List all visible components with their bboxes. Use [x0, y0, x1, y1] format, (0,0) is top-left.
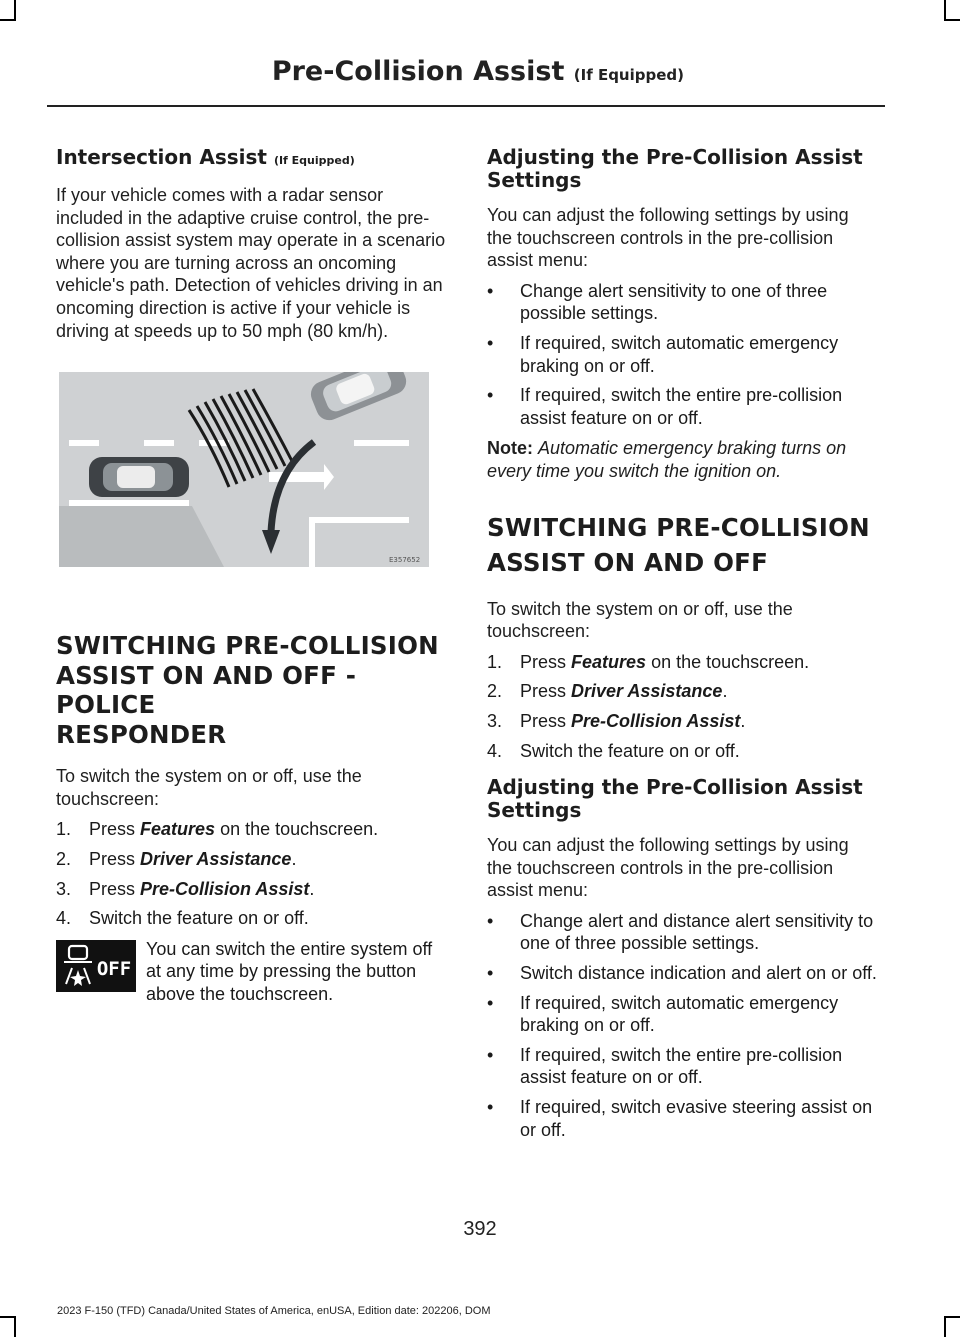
- page-number: 392: [463, 1218, 497, 1240]
- step-item: [487, 680, 877, 703]
- adjust-intro-paragraph-2: You can adjust the following settings by using the touchscreen controls in the pre-collision assist menu:: [487, 835, 849, 901]
- list-item-text: If required, switch the entire pre-collision assist feature on or off.: [520, 385, 843, 428]
- intersection-assist-illustration: [59, 372, 429, 567]
- adjust-settings-heading-2: Adjusting the Pre-Collision Assist Settings: [487, 775, 863, 823]
- step-number: 1.: [487, 651, 503, 672]
- crop-mark: [944, 19, 960, 21]
- step-text: Press: [89, 878, 141, 899]
- crop-mark: [14, 0, 16, 20]
- step-item: [487, 740, 877, 763]
- adjust-intro-paragraph: You can adjust the following settings by using the touchscreen controls in the pre-collision assist menu:: [487, 205, 849, 271]
- crop-mark: [0, 1316, 16, 1318]
- step-number: 4.: [487, 740, 503, 761]
- crop-mark: [944, 1317, 946, 1337]
- step-emphasis: Driver Assistance: [571, 681, 723, 702]
- switching-intro-paragraph: To switch the system on or off, use the touchscreen:: [487, 598, 793, 642]
- police-heading-line1: SWITCHING PRE-COLLISION: [56, 631, 439, 661]
- note-paragraph: [487, 437, 877, 482]
- step-text: Press: [89, 848, 141, 869]
- step-text-after: .: [722, 681, 728, 702]
- list-item-text: Change alert sensitivity to one of three possible settings.: [520, 280, 828, 324]
- step-text: Press: [520, 651, 572, 672]
- list-item-text: Change alert and distance alert sensitivity to one of three possible settings.: [520, 910, 874, 954]
- list-item-text: If required, switch automatic emergency braking on or off.: [520, 332, 839, 376]
- list-item: • If required, switch evasive steering assist on or off.: [487, 1097, 873, 1140]
- step-item: [56, 818, 446, 841]
- list-item-text: If required, switch the entire pre-collision assist feature on or off.: [520, 1044, 843, 1088]
- step-number: 2.: [487, 681, 503, 702]
- list-item-text: Switch distance indication and alert on or off.: [520, 963, 877, 984]
- intersection-heading-suffix: (If Equipped): [273, 154, 355, 167]
- pre-collision-off-icon: [56, 940, 136, 992]
- adjust-settings-list-2: [487, 910, 877, 1141]
- list-item-text: If required, switch evasive steering assist on or off.: [520, 1097, 873, 1140]
- switching-heading-line2: ASSIST ON AND OFF: [487, 548, 769, 578]
- list-item: • If required, switch automatic emergency braking on or off.: [487, 992, 839, 1036]
- off-button-row: [56, 938, 446, 1004]
- step-text: Switch the feature on or off.: [520, 740, 740, 761]
- switching-heading: [487, 513, 877, 578]
- police-responder-heading: [56, 631, 446, 749]
- header-title-text: Pre-Collision Assist: [271, 56, 565, 87]
- step-item: [487, 710, 877, 733]
- step-text-after: on the touchscreen.: [215, 819, 379, 840]
- header-title-suffix: (If Equipped): [573, 66, 684, 84]
- intersection-heading-text: Intersection Assist: [56, 145, 267, 169]
- step-item: [56, 878, 446, 901]
- step-text-after: .: [740, 710, 746, 731]
- police-intro-paragraph: To switch the system on or off, use the touchscreen:: [56, 766, 362, 809]
- adjust-settings-heading: Adjusting the Pre-Collision Assist Settings: [487, 145, 863, 192]
- list-item: • If required, switch automatic emergency braking on or off.: [487, 332, 839, 376]
- crop-mark: [14, 1317, 16, 1337]
- switching-steps-list: [487, 651, 877, 762]
- list-item: • Switch distance indication and alert on or off.: [487, 963, 877, 984]
- step-text-after: .: [291, 848, 297, 869]
- step-emphasis: Pre-Collision Assist: [571, 710, 741, 731]
- right-column: [487, 146, 877, 1149]
- step-number: 3.: [487, 710, 503, 731]
- step-text: Press: [520, 681, 572, 702]
- note-text: Automatic emergency braking turns on every time you switch the ignition on.: [487, 438, 847, 481]
- footer-edition-info: 2023 F-150 (TFD) Canada/United States of America, enUSA, Edition date: 202206, DOM: [57, 1305, 491, 1317]
- list-item-text: If required, switch automatic emergency braking on or off.: [520, 992, 839, 1036]
- police-heading-line2: ASSIST ON AND OFF - POLICE: [56, 660, 357, 720]
- note-label: Note:: [487, 438, 533, 459]
- step-emphasis: Features: [140, 819, 216, 840]
- list-item: • Change alert sensitivity to one of three possible settings.: [487, 280, 828, 324]
- step-number: 2.: [56, 848, 72, 869]
- step-emphasis: Driver Assistance: [140, 848, 292, 869]
- step-emphasis: Features: [571, 651, 647, 672]
- step-item: [56, 907, 446, 930]
- figure-code: E357652: [389, 556, 421, 565]
- step-number: 4.: [56, 908, 72, 929]
- step-emphasis: Pre-Collision Assist: [140, 878, 310, 899]
- crop-mark: [944, 1316, 960, 1318]
- intersection-assist-heading: [56, 146, 446, 172]
- police-heading-line3: RESPONDER: [56, 719, 227, 749]
- crop-mark: [944, 0, 946, 20]
- off-button-paragraph: You can switch the entire system off at any time by pressing the button above the touchscreen.: [146, 938, 433, 1004]
- step-text-after: .: [309, 878, 315, 899]
- step-text: Press: [89, 819, 141, 840]
- off-icon-label: OFF: [96, 957, 132, 980]
- left-column: [56, 145, 446, 1004]
- step-text: Switch the feature on or off.: [89, 908, 309, 929]
- own-vehicle: [89, 457, 189, 497]
- crop-mark: [0, 19, 16, 21]
- step-item: [56, 848, 446, 871]
- step-item: [487, 651, 877, 674]
- step-text: Press: [520, 710, 572, 731]
- page-header-title: [272, 56, 684, 87]
- police-steps-list: [56, 818, 446, 929]
- switching-heading-line1: SWITCHING PRE-COLLISION: [487, 512, 870, 542]
- step-number: 1.: [56, 819, 72, 840]
- list-item: • If required, switch the entire pre-collision assist feature on or off.: [487, 385, 843, 428]
- intersection-assist-paragraph: If your vehicle comes with a radar sensor included in the adaptive cruise control, the pre-collision assist system may operate in a scenario where you are turning across an oncoming vehicle's path. Detection of vehicles driving in an oncoming direction is active if your vehicle is driving at speeds up to 50 mph (80 km/h).: [56, 185, 446, 341]
- step-number: 3.: [56, 878, 72, 899]
- header-divider: [47, 105, 885, 107]
- step-text-after: on the touchscreen.: [646, 651, 810, 672]
- list-item: • Change alert and distance alert sensitivity to one of three possible settings.: [487, 910, 874, 954]
- list-item: • If required, switch the entire pre-collision assist feature on or off.: [487, 1044, 843, 1088]
- adjust-settings-list: [487, 280, 877, 430]
